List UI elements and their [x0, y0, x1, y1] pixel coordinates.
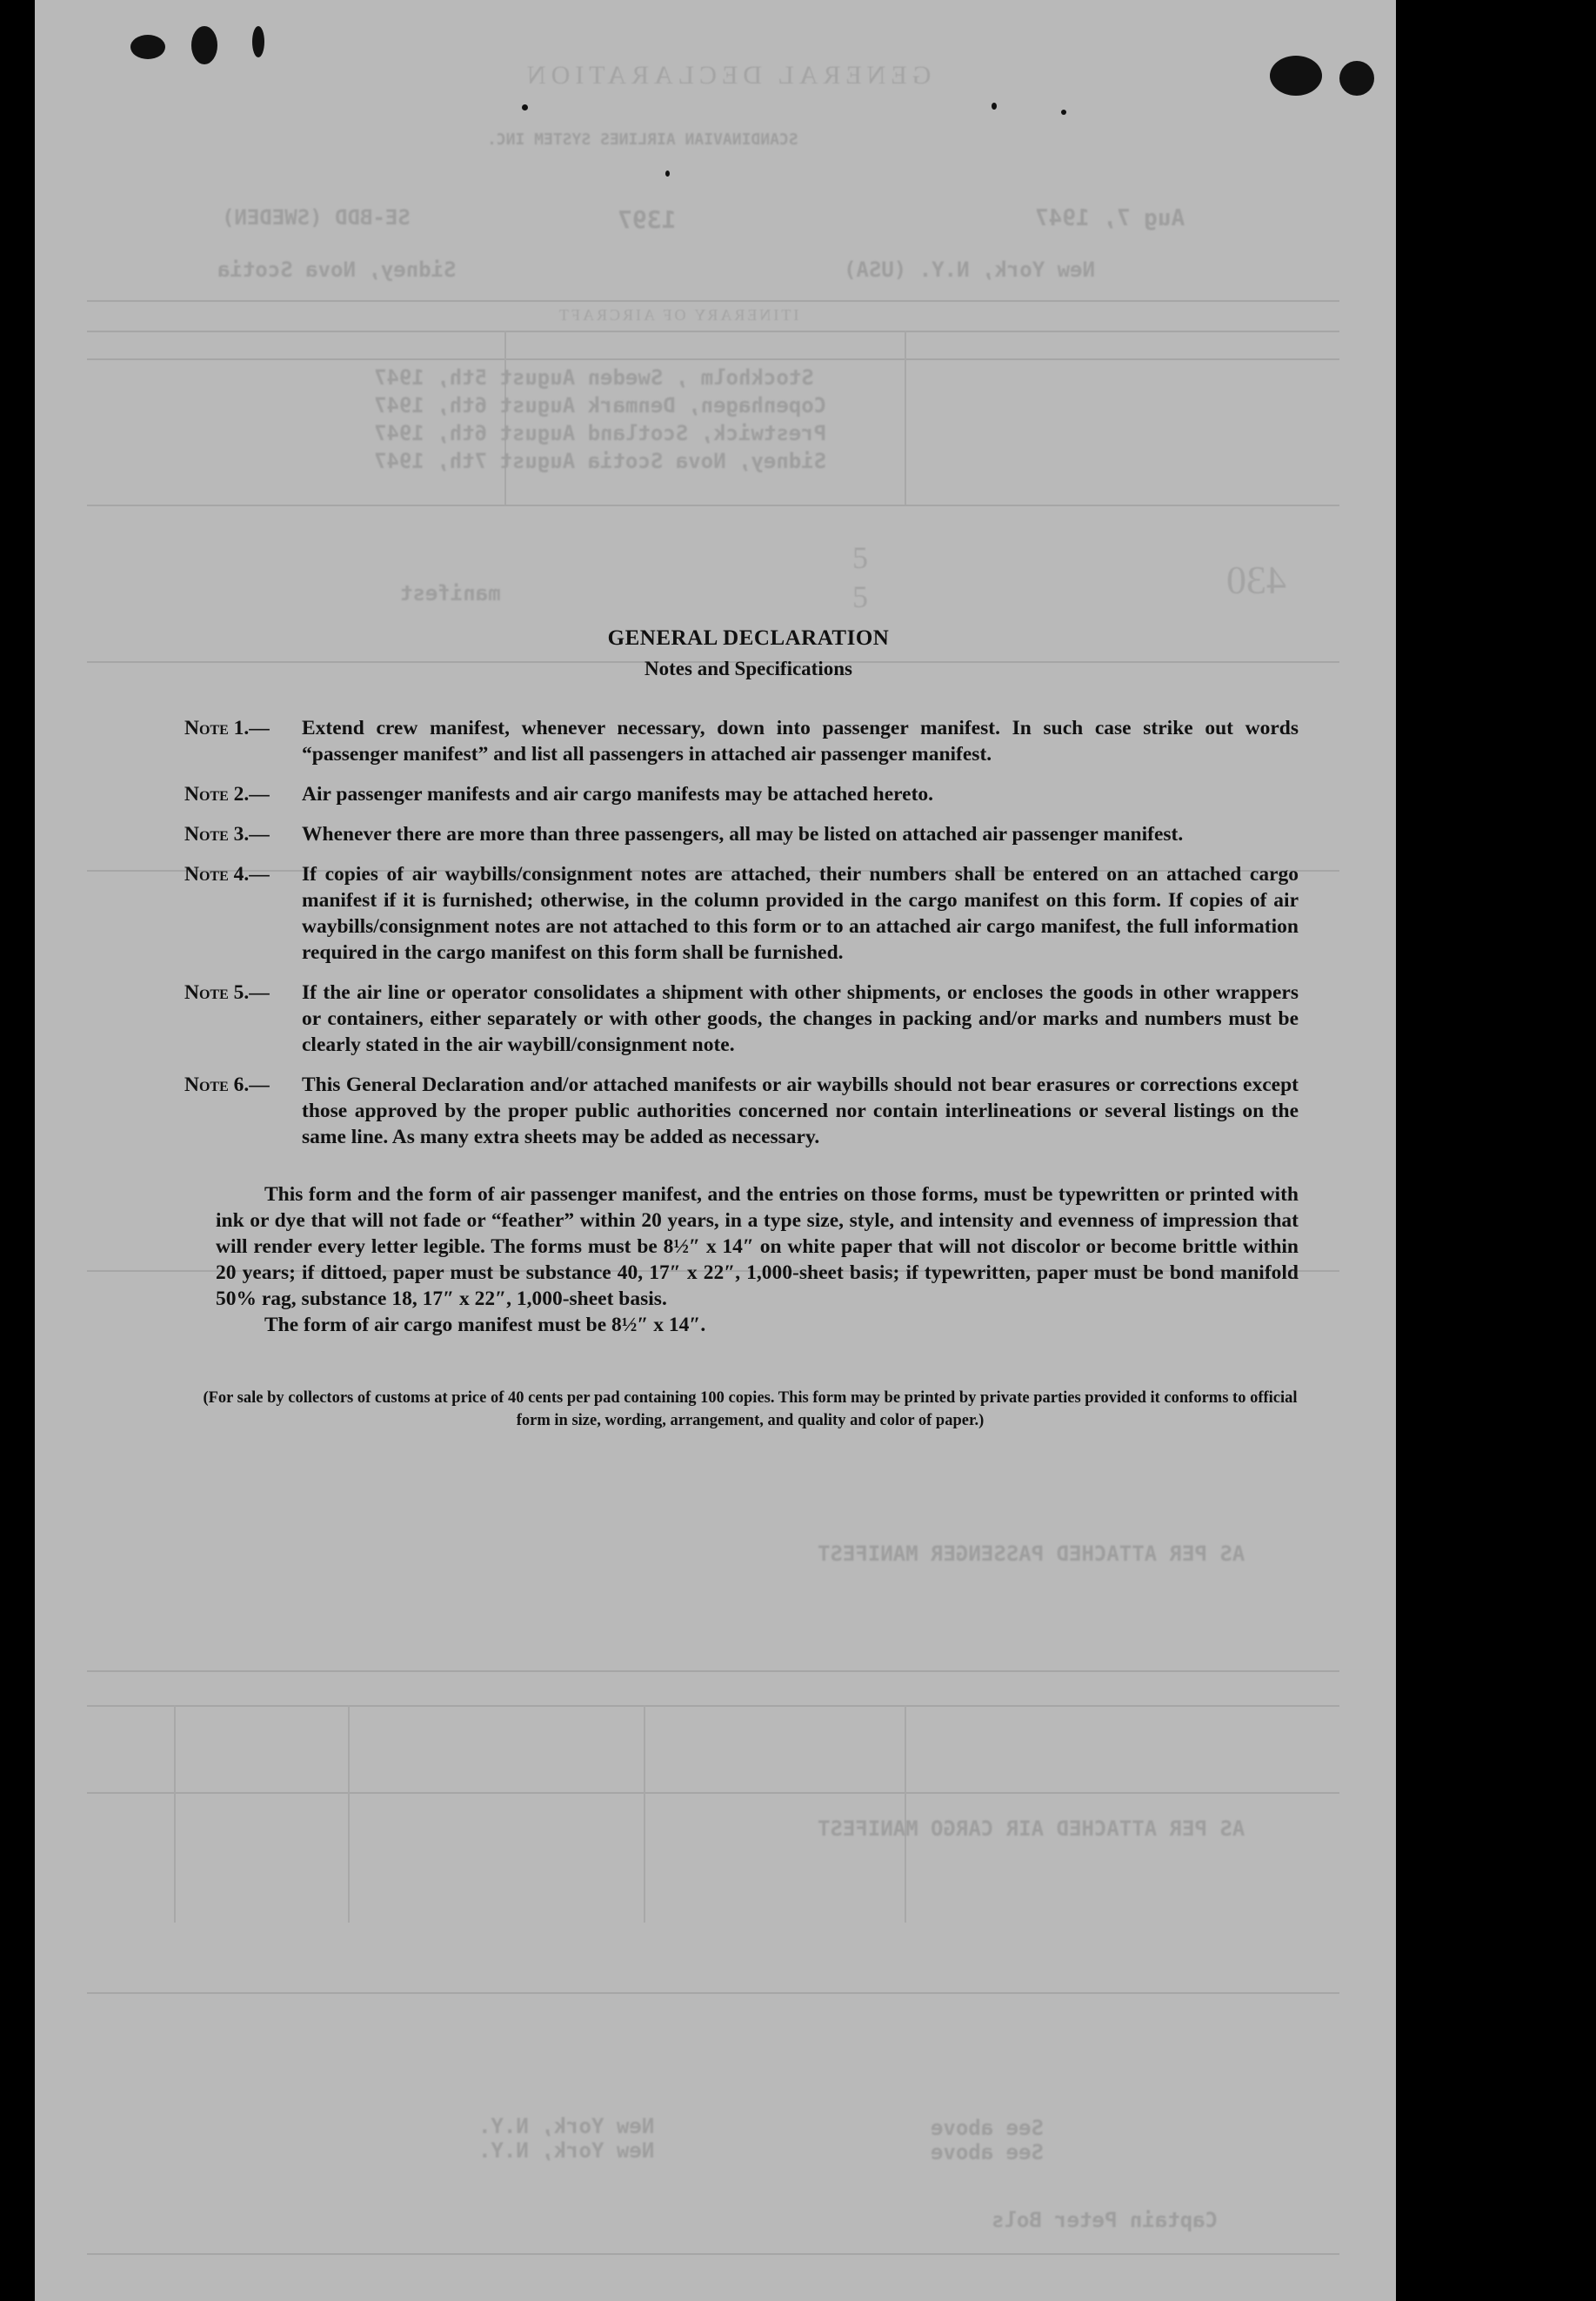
ghost-vrule-4: [348, 1705, 350, 1923]
note-5: [181, 980, 1299, 1058]
ink-speck: [130, 35, 165, 59]
ghost-itinerary-2: Copenhagen, Denmark August 6th, 1947: [374, 393, 827, 418]
ghost-fraction-top: 5: [852, 540, 868, 575]
ghost-aircraft: SE-BDD (SWEDEN): [222, 205, 411, 230]
ghost-vrule-6: [905, 1705, 906, 1923]
ink-speck: [1270, 56, 1322, 96]
ink-speck: [1061, 110, 1066, 115]
ghost-destination-1: New York, N.Y.: [478, 2114, 655, 2138]
note-4: [181, 861, 1299, 966]
ghost-passenger-stamp: AS PER ATTACHED PASSENGER MANIFEST: [818, 1542, 1245, 1566]
ghost-rule-4: [87, 505, 1339, 506]
ghost-vrule-3: [174, 1705, 176, 1923]
note-label: Note 4.—: [184, 863, 270, 886]
note-text: Whenever there are more than three passengers, all may be listed on attached air passenger manifest.: [302, 823, 1184, 846]
ink-speck: [191, 26, 217, 64]
ghost-vrule-2: [905, 331, 906, 505]
note-label: Note 5.—: [184, 981, 270, 1004]
ghost-cargo-stamp: AS PER ATTACHED AIR CARGO MANIFEST: [818, 1816, 1245, 1841]
note-label: Note 2.—: [184, 783, 270, 806]
ink-speck: [522, 104, 528, 110]
ghost-fraction-bottom: 5: [852, 579, 868, 614]
ghost-airline: SCANDINAVIAN AIRLINES SYSTEM INC.: [487, 130, 798, 149]
ghost-date: Aug 7, 1947: [1035, 205, 1185, 231]
note-text: This General Declaration and/or attached manifests or air waybills should not bear erasures or corrections except those approved by the proper public authorities concerned nor contain interlineations or several listings on the same line. As many extra sheets may be added as necessary.: [302, 1074, 1299, 1148]
ghost-see-above-1: See above: [931, 2116, 1045, 2140]
ghost-itinerary-heading: ITINERARY OF AIRCRAFT: [557, 306, 799, 324]
ink-speck: [252, 26, 264, 57]
ghost-captain: Captain Peter Bols: [992, 2208, 1219, 2232]
ghost-arrival: New York, N.Y. (USA): [844, 258, 1095, 282]
note-6: [181, 1072, 1299, 1150]
ghost-rule-top: [87, 300, 1339, 302]
ghost-rule-11: [87, 1992, 1339, 1994]
ghost-manifest-word: manifest: [400, 581, 501, 605]
ghost-departure: Sidney, Nova Scotia: [217, 258, 457, 282]
specification-paragraph: This form and the form of air passenger manifest, and the entries on those forms, must be typewritten or printed with ink or dye that will not fade or “feather” within 20 years, in a type size, style, and intensity and evenness of impression that will render every letter legible. The forms must be 8½″ x 14″ on white paper that will not discolor or become brittle within 20 years; if dittoed, paper must be substance 40, 17″ x 22″, 1,000-sheet basis; if typewritten, paper must be bond manifold 50% rag, substance 18, 17″ x 22″, 1,000-sheet basis.: [216, 1183, 1299, 1310]
notes-section: [181, 626, 1299, 1432]
ghost-rule-2: [87, 331, 1339, 332]
ink-speck: [665, 171, 670, 177]
note-text: If the air line or operator consolidates a shipment with other shipments, or encloses the goods in other wrappers or containers, either separately or with other goods, the changes in packing and/or marks and numbers must be clearly stated in the air waybill/consignment note.: [302, 981, 1299, 1056]
ghost-number-mark: 430: [1226, 558, 1286, 602]
ghost-flight-no: 1397: [618, 205, 677, 234]
ink-speck: [992, 103, 997, 110]
note-3: [181, 821, 1299, 847]
ghost-vrule-5: [644, 1705, 645, 1923]
ghost-rule-8: [87, 1670, 1339, 1672]
note-text: Extend crew manifest, whenever necessary, down into passenger manifest. In such case strike out words “passenger manifest” and list all passengers in attached air passenger manifest.: [302, 717, 1299, 766]
ghost-itinerary-1: Stockholm , Sweden August 5th, 1947: [374, 365, 814, 390]
ghost-destination-2: New York, N.Y.: [478, 2138, 655, 2163]
ghost-rule-3: [87, 358, 1339, 360]
note-label: Note 1.—: [184, 717, 270, 739]
ghost-itinerary-4: Sidney, Nova Scotia August 7th, 1947: [374, 449, 827, 473]
ghost-header-title: GENERAL DECLARATION: [522, 61, 932, 90]
document-page: [35, 0, 1396, 2301]
ghost-itinerary-3: Prestwick, Scotland August 6th, 1947: [374, 421, 827, 445]
ghost-rule-9: [87, 1705, 1339, 1707]
note-label: Note 3.—: [184, 823, 270, 846]
note-2: [181, 781, 1299, 807]
sale-footer-note: (For sale by collectors of customs at price of 40 cents per pad containing 100 copies. This form may be printed by private parties provided it conforms to official form in size, wording, arrangement, and quality and color of paper.): [203, 1389, 1298, 1429]
ghost-rule-12: [87, 2253, 1339, 2255]
note-1: [181, 715, 1299, 767]
document-title: GENERAL DECLARATION: [607, 626, 890, 650]
ghost-see-above-2: See above: [931, 2140, 1045, 2164]
cargo-manifest-size-paragraph: The form of air cargo manifest must be 8½″ x 14″.: [264, 1314, 706, 1336]
ghost-rule-10: [87, 1792, 1339, 1794]
ghost-vrule-1: [504, 331, 506, 505]
note-label: Note 6.—: [184, 1074, 270, 1096]
note-text: If copies of air waybills/consignment notes are attached, their numbers shall be entered on an attached cargo manifest if it is furnished; otherwise, in the column provided in the cargo manifest on this form. If copies of air waybills/consignment notes are not attached to this form or to an attached air cargo manifest, the full information required in the cargo manifest on this form shall be furnished.: [302, 863, 1299, 964]
document-subtitle: Notes and Specifications: [644, 658, 852, 679]
note-text: Air passenger manifests and air cargo manifests may be attached hereto.: [302, 783, 934, 806]
ink-speck: [1339, 61, 1374, 96]
